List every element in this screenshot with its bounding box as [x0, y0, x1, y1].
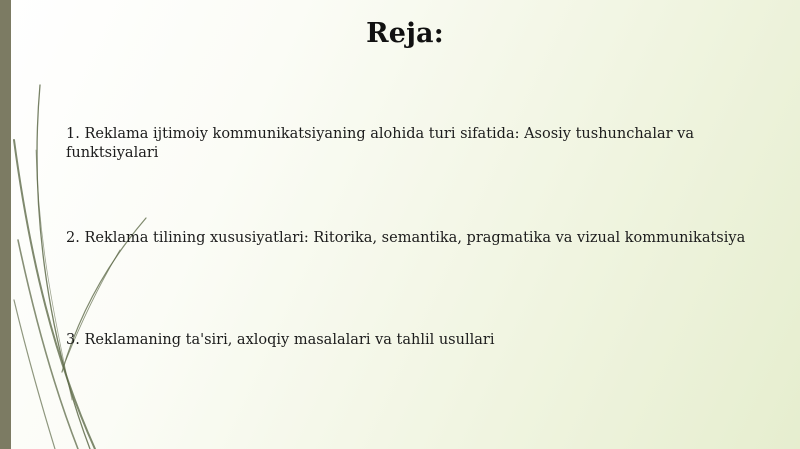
plan-item: 1. Reklama ijtimoiy kommunikatsiyaning alohida turi sifatida: Asosiy tushunchalar va funktsiyalari	[66, 126, 694, 161]
plan-item: 3. Reklamaning ta'siri, axloqiy masalalari va tahlil usullari	[66, 332, 495, 348]
left-accent-bar	[0, 0, 11, 449]
plan-item: 2. Reklama tilining xususiyatlari: Ritorika, semantika, pragmatika va vizual kommunikatsiya	[66, 230, 746, 246]
slide-title: Reja:	[366, 18, 444, 49]
